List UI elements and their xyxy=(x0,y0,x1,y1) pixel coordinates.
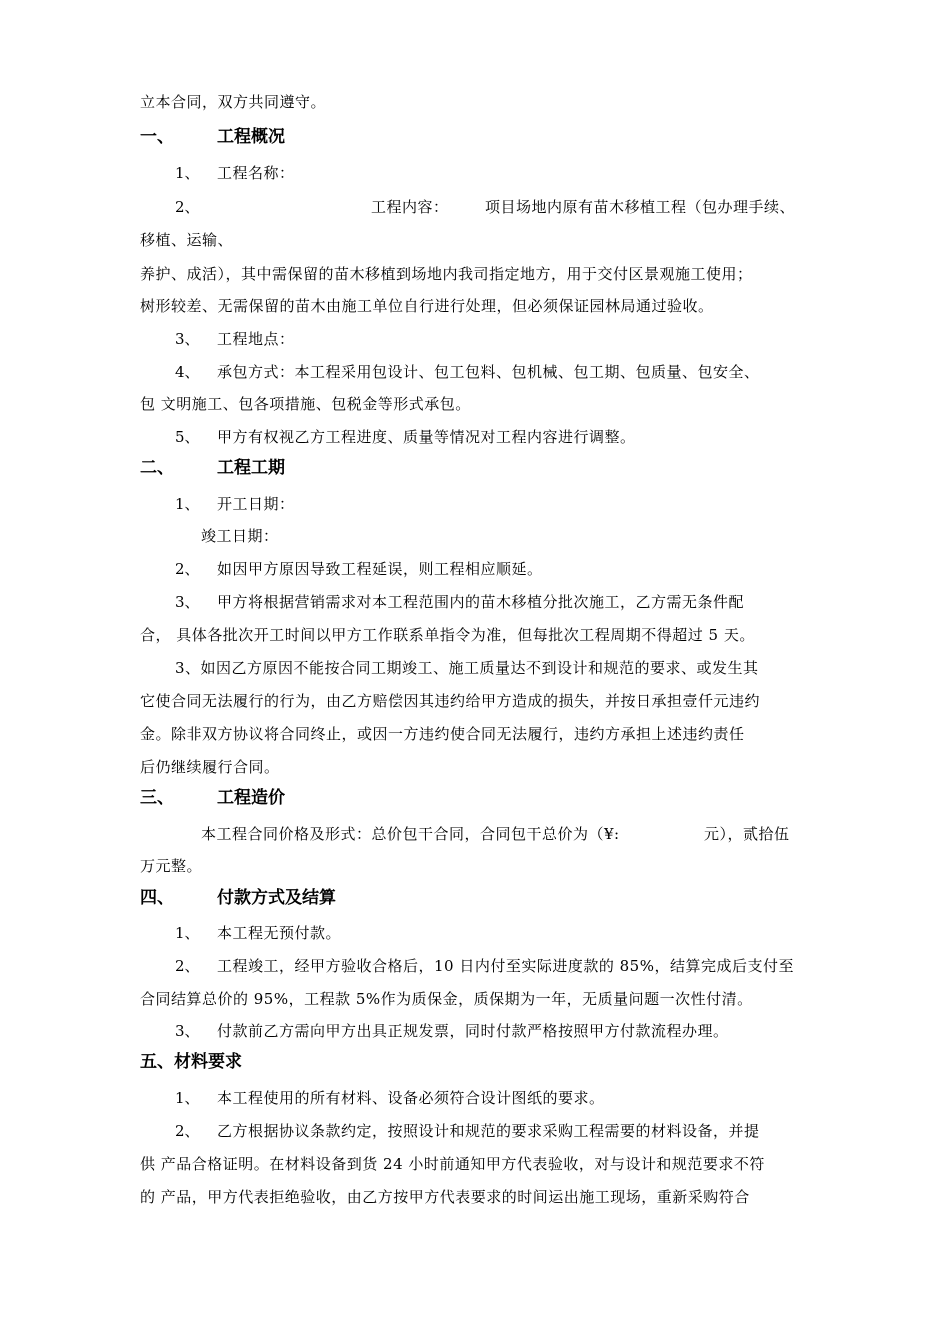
s1-item-2-label: 工程内容： xyxy=(371,198,449,216)
s4-item-1-text: 本工程无预付款。 xyxy=(217,924,342,942)
intro-line: 立本合同，双方共同遵守。 xyxy=(140,93,327,111)
section-4-number: 四、 xyxy=(140,888,174,908)
s4-item-2-number: 2、 xyxy=(175,957,200,975)
section-4-title: 付款方式及结算 xyxy=(217,888,336,908)
section-2-title: 工程工期 xyxy=(217,458,285,478)
s2-item-3-line-1: 甲方将根据营销需求对本工程范围内的苗木移植分批次施工，乙方需无条件配 xyxy=(217,593,745,611)
s1-item-2-line-3: 养护、成活），其中需保留的苗木移植到场地内我司指定地方，用于交付区景观施工使用； xyxy=(140,265,753,283)
s1-item-1-text: 工程名称： xyxy=(217,164,295,182)
s1-item-3-text: 工程地点： xyxy=(217,330,295,348)
section-1-title: 工程概况 xyxy=(217,127,285,147)
section-1-number: 一、 xyxy=(140,127,174,147)
s1-item-5-number: 5、 xyxy=(175,428,200,446)
s1-item-2-text: 项目场地内原有苗木移植工程（包办理手续、 xyxy=(485,198,796,216)
s2-item-3-number: 3、 xyxy=(175,593,200,611)
s1-item-1-number: 1、 xyxy=(175,164,200,182)
s2-item-4-line-1: 3、如因乙方原因不能按合同工期竣工、施工质量达不到设计和规范的要求、或发生其 xyxy=(175,659,759,677)
s2-item-4-line-3: 金。除非双方协议将合同终止，或因一方违约使合同无法履行，违约方承担上述违约责任 xyxy=(140,725,745,743)
s2-item-1-text: 开工日期： xyxy=(217,495,295,513)
section-3-title: 工程造价 xyxy=(217,788,285,808)
s3-price-line-1: 本工程合同价格及形式：总价包干合同，合同包干总价为（¥: xyxy=(201,825,620,843)
s1-item-2-line-4: 树形较差、无需保留的苗木由施工单位自行进行处理，但必须保证园林局通过验收。 xyxy=(140,297,714,315)
s4-item-2-line-2: 合同结算总价的 95%，工程款 5%作为质保金，质保期为一年，无质量问题一次性付清。 xyxy=(140,990,753,1008)
s2-item-1-completion: 竣工日期： xyxy=(201,527,279,545)
s5-item-2-number: 2、 xyxy=(175,1122,200,1140)
s3-price-line-2: 万元整。 xyxy=(140,857,203,875)
s2-item-2-text: 如因甲方原因导致工程延误，则工程相应顺延。 xyxy=(217,560,543,578)
s2-item-3-line-2: 合， 具体各批次开工时间以甲方工作联系单指令为准，但每批次工程周期不得超过 5 天。 xyxy=(140,626,755,644)
s1-item-4-line-1: 承包方式：本工程采用包设计、包工包料、包机械、包工期、包质量、包安全、 xyxy=(217,363,760,381)
section-3-number: 三、 xyxy=(140,788,174,808)
s1-item-3-number: 3、 xyxy=(175,330,200,348)
s1-item-4-line-2: 包 文明施工、包各项措施、包税金等形式承包。 xyxy=(140,395,471,413)
section-2-number: 二、 xyxy=(140,458,174,478)
s3-price-line-1-end: 元），贰拾伍 xyxy=(704,825,790,843)
s5-item-2-line-2: 供 产品合格证明。在材料设备到货 24 小时前通知甲方代表验收，对与设计和规范要求不符 xyxy=(140,1155,765,1173)
s1-item-4-number: 4、 xyxy=(175,363,200,381)
s1-item-2-number: 2、 xyxy=(175,198,200,216)
s4-item-3-text: 付款前乙方需向甲方出具正规发票，同时付款严格按照甲方付款流程办理。 xyxy=(217,1022,729,1040)
s2-item-2-number: 2、 xyxy=(175,560,200,578)
section-5-title: 五、材料要求 xyxy=(140,1052,242,1072)
s4-item-2-line-1: 工程竣工，经甲方验收合格后，10 日内付至实际进度款的 85%，结算完成后支付至 xyxy=(217,957,794,975)
s5-item-1-number: 1、 xyxy=(175,1089,200,1107)
s2-item-4-line-4: 后仍继续履行合同。 xyxy=(140,758,280,776)
s4-item-3-number: 3、 xyxy=(175,1022,200,1040)
s5-item-2-line-3: 的 产品，甲方代表拒绝验收，由乙方按甲方代表要求的时间运出施工现场，重新采购符合 xyxy=(140,1188,750,1206)
s4-item-1-number: 1、 xyxy=(175,924,200,942)
s1-item-5-text: 甲方有权视乙方工程进度、质量等情况对工程内容进行调整。 xyxy=(217,428,636,446)
s2-item-1-number: 1、 xyxy=(175,495,200,513)
s2-item-4-line-2: 它使合同无法履行的行为，由乙方赔偿因其违约给甲方造成的损失，并按日承担壹仟元违约 xyxy=(140,692,761,710)
s5-item-2-line-1: 乙方根据协议条款约定，按照设计和规范的要求采购工程需要的材料设备，并提 xyxy=(217,1122,760,1140)
s1-item-2-line-2: 移植、运输、 xyxy=(140,231,234,249)
s5-item-1-text: 本工程使用的所有材料、设备必须符合设计图纸的要求。 xyxy=(217,1089,605,1107)
